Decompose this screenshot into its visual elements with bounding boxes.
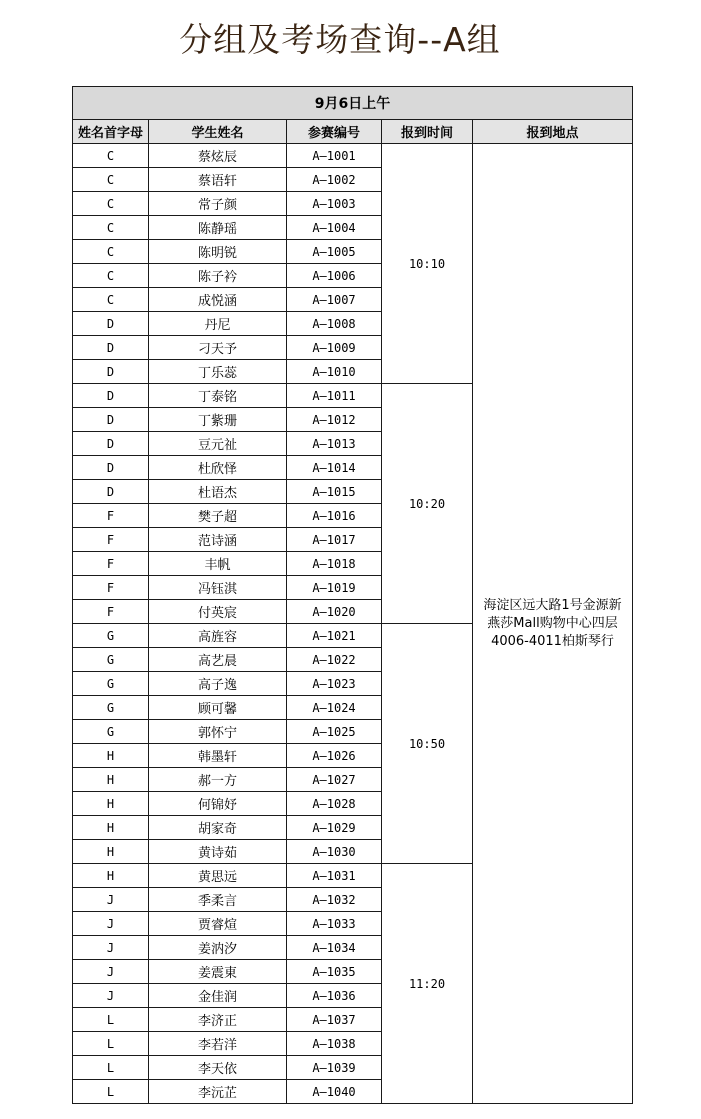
initial-cell: F bbox=[73, 600, 149, 624]
initial-cell: C bbox=[73, 192, 149, 216]
initial-cell: L bbox=[73, 1080, 149, 1104]
student-name-cell: 胡家奇 bbox=[149, 816, 287, 840]
student-name-cell: 郝一方 bbox=[149, 768, 287, 792]
entry-number-cell: A—1012 bbox=[287, 408, 382, 432]
student-name-cell: 范诗涵 bbox=[149, 528, 287, 552]
entry-number-cell: A—1004 bbox=[287, 216, 382, 240]
entry-number-cell: A—1016 bbox=[287, 504, 382, 528]
student-name-cell: 李济正 bbox=[149, 1008, 287, 1032]
initial-cell: J bbox=[73, 960, 149, 984]
student-name-cell: 陈静瑶 bbox=[149, 216, 287, 240]
student-name-cell: 陈明锐 bbox=[149, 240, 287, 264]
initial-cell: L bbox=[73, 1032, 149, 1056]
student-name-cell: 李天依 bbox=[149, 1056, 287, 1080]
initial-cell: D bbox=[73, 384, 149, 408]
initial-cell: H bbox=[73, 768, 149, 792]
initial-cell: G bbox=[73, 696, 149, 720]
initial-cell: J bbox=[73, 936, 149, 960]
entry-number-cell: A—1036 bbox=[287, 984, 382, 1008]
entry-number-cell: A—1034 bbox=[287, 936, 382, 960]
student-name-cell: 黄诗茹 bbox=[149, 840, 287, 864]
entry-number-cell: A—1018 bbox=[287, 552, 382, 576]
entry-number-cell: A—1022 bbox=[287, 648, 382, 672]
student-name-cell: 成悦涵 bbox=[149, 288, 287, 312]
initial-cell: D bbox=[73, 408, 149, 432]
student-name-cell: 丁乐蕊 bbox=[149, 360, 287, 384]
entry-number-cell: A—1005 bbox=[287, 240, 382, 264]
student-name-cell: 丁紫珊 bbox=[149, 408, 287, 432]
initial-cell: H bbox=[73, 864, 149, 888]
entry-number-cell: A—1037 bbox=[287, 1008, 382, 1032]
entry-number-cell: A—1030 bbox=[287, 840, 382, 864]
entry-number-cell: A—1002 bbox=[287, 168, 382, 192]
initial-cell: C bbox=[73, 288, 149, 312]
student-name-cell: 何锦妤 bbox=[149, 792, 287, 816]
initial-cell: D bbox=[73, 480, 149, 504]
header-student-name: 学生姓名 bbox=[149, 120, 287, 144]
student-name-cell: 姜震東 bbox=[149, 960, 287, 984]
entry-number-cell: A—1021 bbox=[287, 624, 382, 648]
table-row bbox=[73, 144, 633, 168]
checkin-time-cell: 10:20 bbox=[382, 384, 473, 624]
checkin-time-cell: 10:50 bbox=[382, 624, 473, 864]
initial-cell: H bbox=[73, 840, 149, 864]
initial-cell: L bbox=[73, 1008, 149, 1032]
entry-number-cell: A—1007 bbox=[287, 288, 382, 312]
initial-cell: F bbox=[73, 504, 149, 528]
checkin-time-cell: 10:10 bbox=[382, 144, 473, 384]
group-roster-table bbox=[72, 86, 633, 1104]
entry-number-cell: A—1025 bbox=[287, 720, 382, 744]
student-name-cell: 蔡语轩 bbox=[149, 168, 287, 192]
entry-number-cell: A—1008 bbox=[287, 312, 382, 336]
student-name-cell: 豆元祉 bbox=[149, 432, 287, 456]
student-name-cell: 杜语杰 bbox=[149, 480, 287, 504]
initial-cell: D bbox=[73, 456, 149, 480]
entry-number-cell: A—1013 bbox=[287, 432, 382, 456]
entry-number-cell: A—1006 bbox=[287, 264, 382, 288]
initial-cell: H bbox=[73, 744, 149, 768]
entry-number-cell: A—1031 bbox=[287, 864, 382, 888]
initial-cell: G bbox=[73, 672, 149, 696]
initial-cell: C bbox=[73, 264, 149, 288]
initial-cell: C bbox=[73, 168, 149, 192]
initial-cell: C bbox=[73, 144, 149, 168]
student-name-cell: 黄思远 bbox=[149, 864, 287, 888]
student-name-cell: 金佳润 bbox=[149, 984, 287, 1008]
initial-cell: D bbox=[73, 360, 149, 384]
entry-number-cell: A—1010 bbox=[287, 360, 382, 384]
entry-number-cell: A—1028 bbox=[287, 792, 382, 816]
student-name-cell: 丹尼 bbox=[149, 312, 287, 336]
student-name-cell: 陈子衿 bbox=[149, 264, 287, 288]
initial-cell: C bbox=[73, 216, 149, 240]
entry-number-cell: A—1024 bbox=[287, 696, 382, 720]
initial-cell: G bbox=[73, 624, 149, 648]
location-line: 燕莎Mall购物中心四层 bbox=[487, 615, 618, 631]
student-name-cell: 韩墨轩 bbox=[149, 744, 287, 768]
entry-number-cell: A—1003 bbox=[287, 192, 382, 216]
entry-number-cell: A—1038 bbox=[287, 1032, 382, 1056]
initial-cell: F bbox=[73, 528, 149, 552]
student-name-cell: 丰帆 bbox=[149, 552, 287, 576]
student-name-cell: 付英宸 bbox=[149, 600, 287, 624]
student-name-cell: 季柔言 bbox=[149, 888, 287, 912]
entry-number-cell: A—1035 bbox=[287, 960, 382, 984]
entry-number-cell: A—1011 bbox=[287, 384, 382, 408]
session-label: 9月6日上午 bbox=[73, 87, 633, 120]
entry-number-cell: A—1027 bbox=[287, 768, 382, 792]
student-name-cell: 刁天予 bbox=[149, 336, 287, 360]
initial-cell: H bbox=[73, 792, 149, 816]
student-name-cell: 蔡炫辰 bbox=[149, 144, 287, 168]
initial-cell: D bbox=[73, 432, 149, 456]
entry-number-cell: A—1017 bbox=[287, 528, 382, 552]
entry-number-cell: A—1032 bbox=[287, 888, 382, 912]
entry-number-cell: A—1015 bbox=[287, 480, 382, 504]
student-name-cell: 顾可馨 bbox=[149, 696, 287, 720]
header-initial: 姓名首字母 bbox=[73, 120, 149, 144]
student-name-cell: 贾睿煊 bbox=[149, 912, 287, 936]
page-title: 分组及考场查询--A组 bbox=[179, 20, 501, 59]
entry-number-cell: A—1020 bbox=[287, 600, 382, 624]
entry-number-cell: A—1033 bbox=[287, 912, 382, 936]
header-row bbox=[73, 120, 633, 144]
header-checkin-time: 报到时间 bbox=[382, 120, 473, 144]
initial-cell: D bbox=[73, 312, 149, 336]
initial-cell: H bbox=[73, 816, 149, 840]
entry-number-cell: A—1029 bbox=[287, 816, 382, 840]
initial-cell: L bbox=[73, 1056, 149, 1080]
location-line: 4006-4011柏斯琴行 bbox=[491, 633, 614, 649]
entry-number-cell: A—1026 bbox=[287, 744, 382, 768]
student-name-cell: 李若洋 bbox=[149, 1032, 287, 1056]
student-name-cell: 高子逸 bbox=[149, 672, 287, 696]
student-name-cell: 李沅芷 bbox=[149, 1080, 287, 1104]
entry-number-cell: A—1023 bbox=[287, 672, 382, 696]
header-entry-number: 参赛编号 bbox=[287, 120, 382, 144]
entry-number-cell: A—1014 bbox=[287, 456, 382, 480]
student-name-cell: 高旌容 bbox=[149, 624, 287, 648]
entry-number-cell: A—1001 bbox=[287, 144, 382, 168]
initial-cell: F bbox=[73, 552, 149, 576]
student-name-cell: 高艺晨 bbox=[149, 648, 287, 672]
student-name-cell: 郭怀宁 bbox=[149, 720, 287, 744]
header-checkin-location: 报到地点 bbox=[473, 120, 633, 144]
initial-cell: G bbox=[73, 720, 149, 744]
initial-cell: J bbox=[73, 912, 149, 936]
initial-cell: C bbox=[73, 240, 149, 264]
student-name-cell: 常子颜 bbox=[149, 192, 287, 216]
checkin-time-cell: 11:20 bbox=[382, 864, 473, 1104]
checkin-location-cell bbox=[473, 144, 633, 1104]
initial-cell: J bbox=[73, 984, 149, 1008]
initial-cell: F bbox=[73, 576, 149, 600]
entry-number-cell: A—1009 bbox=[287, 336, 382, 360]
student-name-cell: 樊子超 bbox=[149, 504, 287, 528]
student-name-cell: 冯钰淇 bbox=[149, 576, 287, 600]
student-name-cell: 丁泰铭 bbox=[149, 384, 287, 408]
initial-cell: J bbox=[73, 888, 149, 912]
initial-cell: D bbox=[73, 336, 149, 360]
initial-cell: G bbox=[73, 648, 149, 672]
location-line: 海淀区远大路1号金源新 bbox=[483, 597, 622, 613]
entry-number-cell: A—1019 bbox=[287, 576, 382, 600]
student-name-cell: 杜欣怿 bbox=[149, 456, 287, 480]
entry-number-cell: A—1040 bbox=[287, 1080, 382, 1104]
session-row bbox=[73, 87, 633, 120]
student-name-cell: 姜汭汐 bbox=[149, 936, 287, 960]
entry-number-cell: A—1039 bbox=[287, 1056, 382, 1080]
